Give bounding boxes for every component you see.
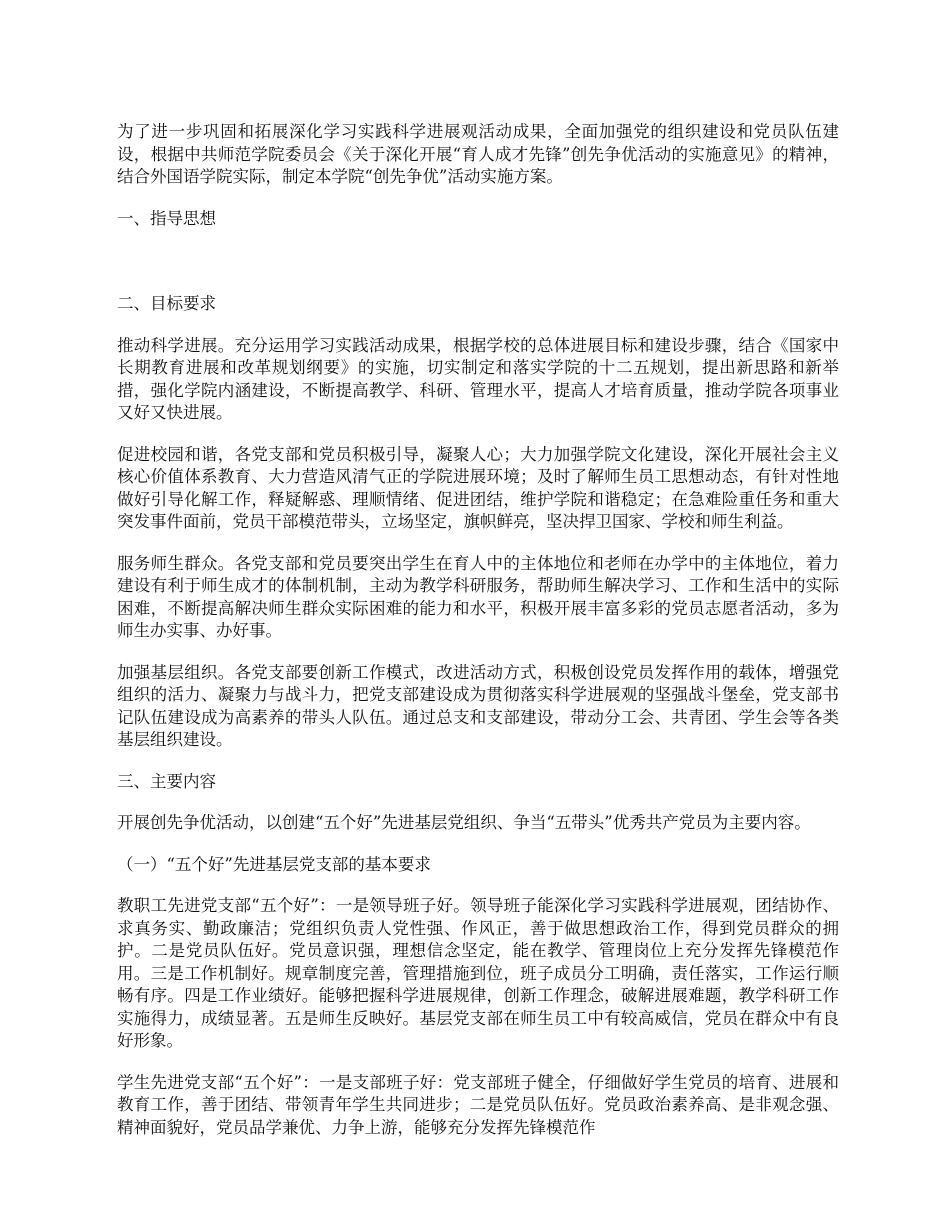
- paragraph-promote-development: 推动科学进展。充分运用学习实践活动成果，根据学校的总体进展目标和建设步骤，结合《国家中长期教育进展和改革规划纲要》的实施，切实制定和落实学院的十二五规划，提出新思路和新举措，强化学院内涵建设，不断提高教学、科研、管理水平，提高人才培育质量，推动学院各项事业又好又快进展。: [117, 335, 839, 422]
- section-heading-goals: 二、目标要求: [117, 294, 216, 313]
- section-heading-guiding-thought: 一、指导思想: [117, 208, 216, 228]
- paragraph-serve-teachers-students: 服务师生群众。各党支部和党员要突出学生在育人中的主体地位和老师在办学中的主体地位，着力建设有利于师生成才的体制机制，主动为教学科研服务，帮助师生解决学习、工作和生活中的实际困难，不断提高解决师生群众实际困难的能力和水平，积极开展丰富多彩的党员志愿者活动，多为师生办实事、办好事。: [117, 553, 839, 640]
- subsection-heading-five-goods: （一）“五个好”先进基层党支部的基本要求: [117, 854, 431, 874]
- paragraph-strengthen-grassroots: 加强基层组织。各党支部要创新工作模式，改进活动方式，积极创设党员发挥作用的载体，增强党组织的活力、凝聚力与战斗力，把党支部建设成为贯彻落实科学进展观的坚强战斗堡垒，党支部书记队伍建设成为高素养的带头人队伍。通过总支和支部建设，带动分工会、共青团、学生会等各类基层组织建设。: [117, 662, 839, 749]
- section-heading-main-content: 三、主要内容: [117, 771, 216, 791]
- paragraph-campus-harmony: 促进校园和谐，各党支部和党员积极引导，凝聚人心；大力加强学院文化建设，深化开展社会主义核心价值体系教育、大力营造风清气正的学院进展环境；及时了解师生员工思想动态，有针对性地做好引导化解工作，释疑解惑、理顺情绪、促进团结，维护学院和谐稳定；在急难险重任务和重大突发事件面前，党员干部模范带头，立场坚定，旗帜鲜亮，坚决捍卫国家、学校和师生利益。: [117, 444, 839, 531]
- intro-paragraph: 为了进一步巩固和拓展深化学习实践科学进展观活动成果，全面加强党的组织建设和党员队伍建设，根据中共师范学院委员会《关于深化开展“育人成才先锋”创先争优活动的实施意见》的精神，结合外国语学院实际，制定本学院“创先争优”活动实施方案。: [117, 122, 839, 186]
- paragraph-main-content: 开展创先争优活动，以创建“五个好”先进基层党组织、争当“五带头”优秀共产党员为主要内容。: [117, 813, 811, 832]
- paragraph-student-branch-five-goods: 学生先进党支部“五个好”：一是支部班子好：党支部班子健全，仔细做好学生党员的培育、进展和教育工作，善于团结、带领青年学生共同进步；二是党员队伍好。党员政治素养高、是非观念强、精神面貌好，党员品学兼优、力争上游，能够充分发挥先锋模范作: [117, 1072, 839, 1137]
- paragraph-staff-branch-five-goods: 教职工先进党支部“五个好”：一是领导班子好。领导班子能深化学习实践科学进展观，团结协作、求真务实、勤政廉洁；党组织负责人党性强、作风正，善于做思想政治工作，得到党员群众的拥护。二是党员队伍好。党员意识强，理想信念坚定，能在教学、管理岗位上充分发挥先锋模范作用。三是工作机制好。规章制度完善，管理措施到位，班子成员分工明确，责任落实，工作运行顺畅有序。四是工作业绩好。能够把握科学进展规律，创新工作理念，破解进展难题，教学科研工作实施得力，成绩显著。五是师生反映好。基层党支部在师生员工中有较高威信，党员在群众中有良好形象。: [117, 896, 839, 1050]
- document-body: [117, 121, 839, 1139]
